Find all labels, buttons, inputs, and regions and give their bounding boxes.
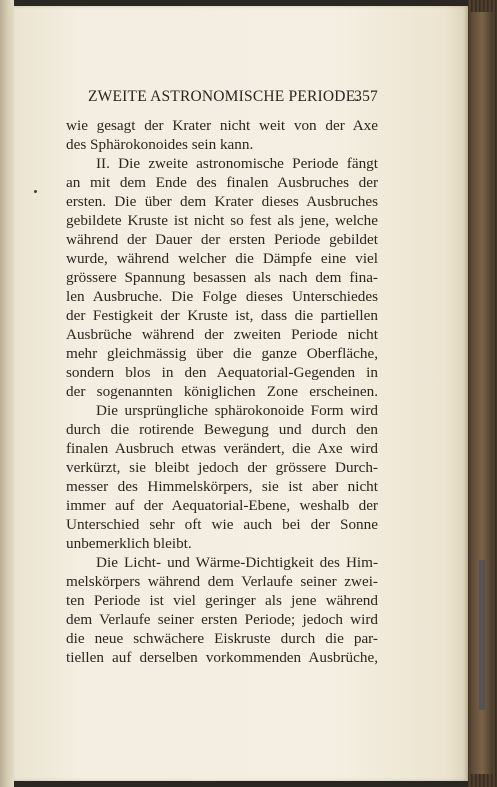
text-line: finalen Ausbruch etwas verändert, die Axe wird — [66, 440, 378, 457]
text-line: Die Licht- und Wärme-Dichtigkeit des Him- — [96, 554, 378, 571]
text-line: grössere Spannung besassen als nach dem fina- — [66, 269, 378, 286]
text-line: die neue schwächere Eiskruste durch die par- — [66, 630, 378, 647]
margin-dot — [34, 190, 37, 193]
text-line: ten Periode ist viel geringer als jene während — [66, 592, 378, 609]
text-line: Ausbrüche während der zweiten Periode nicht — [66, 326, 378, 343]
text-line: wie gesagt der Krater nicht weit von der Axe — [66, 117, 378, 134]
text-line: während der Dauer der ersten Periode gebildet — [66, 231, 378, 248]
book-edge — [468, 0, 497, 787]
text-line: II. Die zweite astronomische Periode fängt — [96, 155, 378, 172]
text-line: der Festigkeit der Kruste ist, dass die partiellen — [66, 307, 378, 324]
text-line: gebildete Kruste ist nicht so fest als jene, welche — [66, 212, 378, 229]
left-page-gutter — [0, 0, 14, 787]
text-line: messer des Himmelskörpers, sie ist aber nicht — [66, 478, 378, 495]
page-number: 357 — [354, 88, 378, 105]
text-line: wurde, während welcher die Dämpfe eine viel — [66, 250, 378, 267]
running-head-title: ZWEITE ASTRONOMISCHE PERIODE. — [88, 88, 360, 105]
text-line: des Sphärokonoides sein kann. — [66, 136, 254, 153]
text-line: len Ausbruche. Die Folge dieses Unterschiedes — [66, 288, 378, 305]
text-line: verkürzt, sie bleibt jedoch der grössere Durch- — [66, 459, 378, 476]
text-line: sondern blos in den Aequatorial-Gegenden in — [66, 364, 378, 381]
text-line: melskörpers während dem Verlaufe seiner zwei- — [66, 573, 378, 590]
text-line: unbemerklich bleibt. — [66, 535, 192, 552]
text-line: ersten. Die über dem Krater dieses Ausbruches — [66, 193, 378, 210]
text-line: dem Verlaufe seiner ersten Periode; jedoch wird — [66, 611, 378, 628]
text-line: immer auf der Aequatorial-Ebene, weshalb der — [66, 497, 378, 514]
bookmark-ribbon — [479, 560, 485, 710]
text-line: mehr gleichmässig über die ganze Oberfläche, — [66, 345, 378, 362]
text-line: tiellen auf derselben vorkommenden Ausbrüche, — [66, 649, 378, 666]
text-line: Die ursprüngliche sphärokonoide Form wird — [96, 402, 378, 419]
text-line: der sogenannten königlichen Zone erscheinen. — [66, 383, 378, 400]
text-line: durch die rotirende Bewegung und durch den — [66, 421, 378, 438]
text-line: Unterschied sehr oft wie auch bei der Sonne — [66, 516, 378, 533]
text-line: an mit dem Ende des finalen Ausbruches der — [66, 174, 378, 191]
